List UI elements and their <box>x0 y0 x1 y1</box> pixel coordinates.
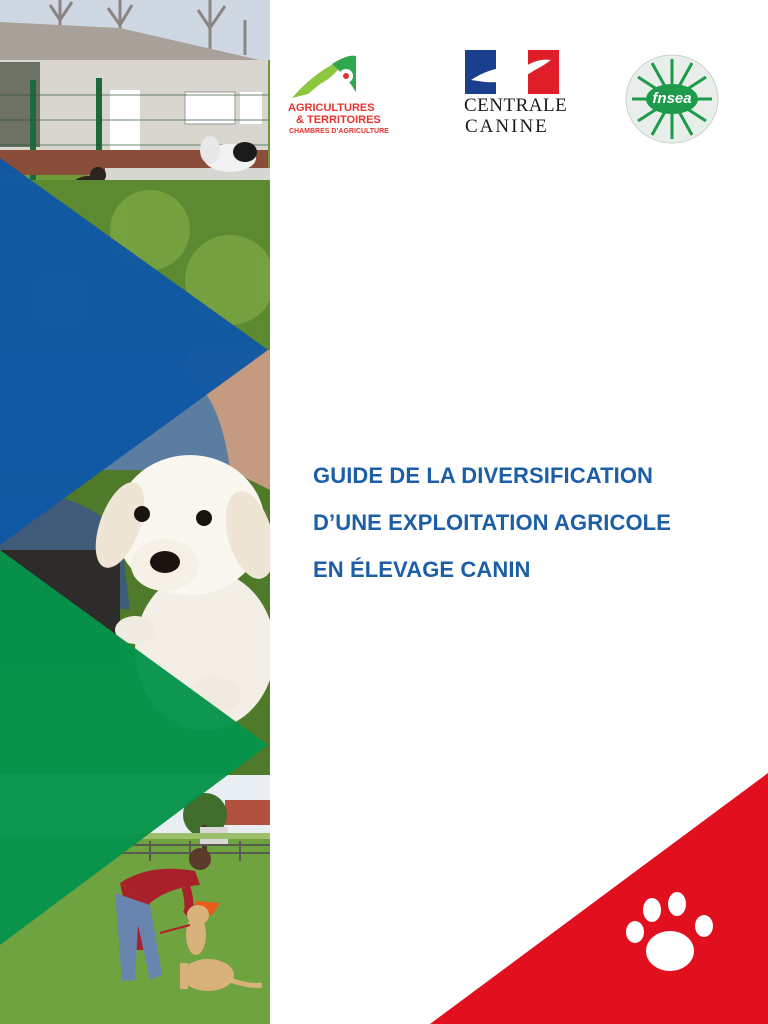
agricultures-territoires-logo <box>286 52 389 144</box>
agriculture-logo-line1: AGRICULTURES <box>288 102 375 114</box>
fnsea-logo-text: fnsea <box>652 90 692 107</box>
fnsea-logo <box>624 53 720 145</box>
paw-icon <box>622 888 722 983</box>
centrale-canine-line1: CENTRALE <box>464 95 568 116</box>
title-line-1: GUIDE DE LA DIVERSIFICATION <box>313 463 654 488</box>
agriculture-logo-line3: CHAMBRES D’AGRICULTURE <box>289 128 389 135</box>
title-line-3: EN ÉLEVAGE CANIN <box>313 557 531 582</box>
green-triangle <box>0 550 268 945</box>
agriculture-logo-line2: & TERRITOIRES <box>296 114 381 126</box>
centrale-canine-logo <box>462 50 568 140</box>
centrale-canine-line2: CANINE <box>465 116 549 137</box>
centrale-canine-flag-icon <box>465 50 559 94</box>
title-line-2: D’UNE EXPLOITATION AGRICOLE <box>313 510 671 535</box>
agriculture-logo-mark <box>286 52 386 102</box>
document-title <box>313 452 743 593</box>
blue-triangle <box>0 158 268 545</box>
